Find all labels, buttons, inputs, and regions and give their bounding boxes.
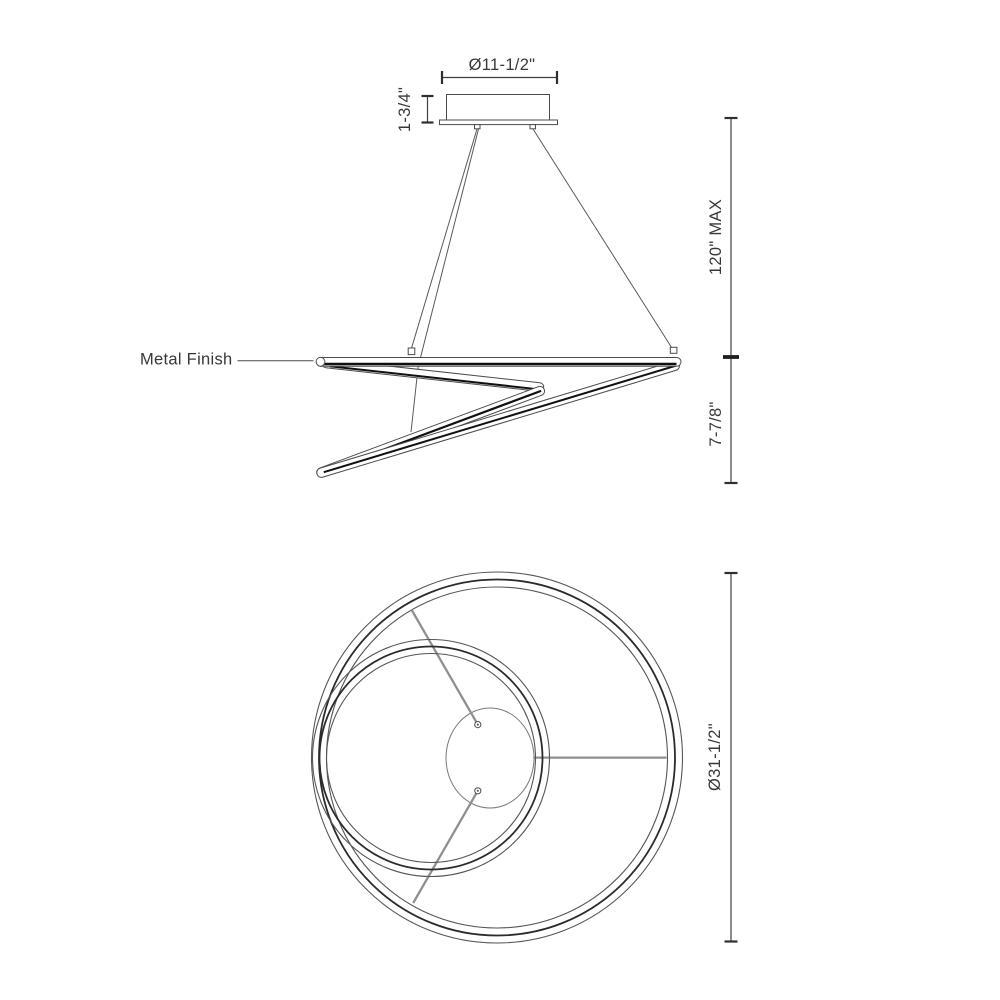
outer-diameter-label: Ø31-1/2" — [706, 723, 724, 791]
support-arm — [413, 791, 478, 903]
finish-callout — [140, 351, 314, 369]
suspension-height-dimension — [707, 118, 739, 483]
canopy-height-dimension — [396, 87, 434, 132]
canopy-base-plate — [440, 120, 558, 125]
side-elevation-view — [140, 56, 739, 483]
tube-segment-top-bar — [317, 358, 682, 367]
cable-gripper-left — [475, 125, 481, 129]
suspension-cable — [533, 129, 672, 347]
canopy-body — [447, 95, 550, 121]
canopy-diameter-dimension — [442, 56, 557, 84]
cable-connector — [408, 348, 415, 355]
hub-pivots — [475, 722, 481, 794]
pivot-dot — [477, 724, 479, 726]
support-arms — [412, 611, 667, 904]
canopy-height-label: 1-3/4" — [396, 86, 414, 133]
led-stripe — [330, 366, 539, 389]
ceiling-canopy — [440, 95, 558, 129]
suspension-cable — [412, 129, 478, 348]
ring-led-channel — [320, 647, 543, 870]
tube-end-cap — [316, 357, 325, 366]
max-suspension-label: 120" MAX — [707, 198, 725, 276]
canopy-diameter-label: Ø11-1/2" — [468, 56, 536, 74]
pivot-dot — [477, 790, 479, 792]
fixture-height-label: 7-7/8" — [707, 401, 725, 447]
plan-diameter-dimension — [706, 573, 738, 942]
fixture-side-profile — [315, 347, 681, 478]
cable-connector — [670, 347, 677, 353]
center-hub — [446, 708, 534, 808]
ring-inner-edge — [327, 654, 536, 863]
finish-callout-label: Metal Finish — [139, 350, 233, 369]
cable-gripper-right — [530, 125, 536, 129]
support-arm — [412, 611, 478, 725]
plan-view — [312, 572, 738, 943]
suspension-cable — [421, 129, 479, 358]
